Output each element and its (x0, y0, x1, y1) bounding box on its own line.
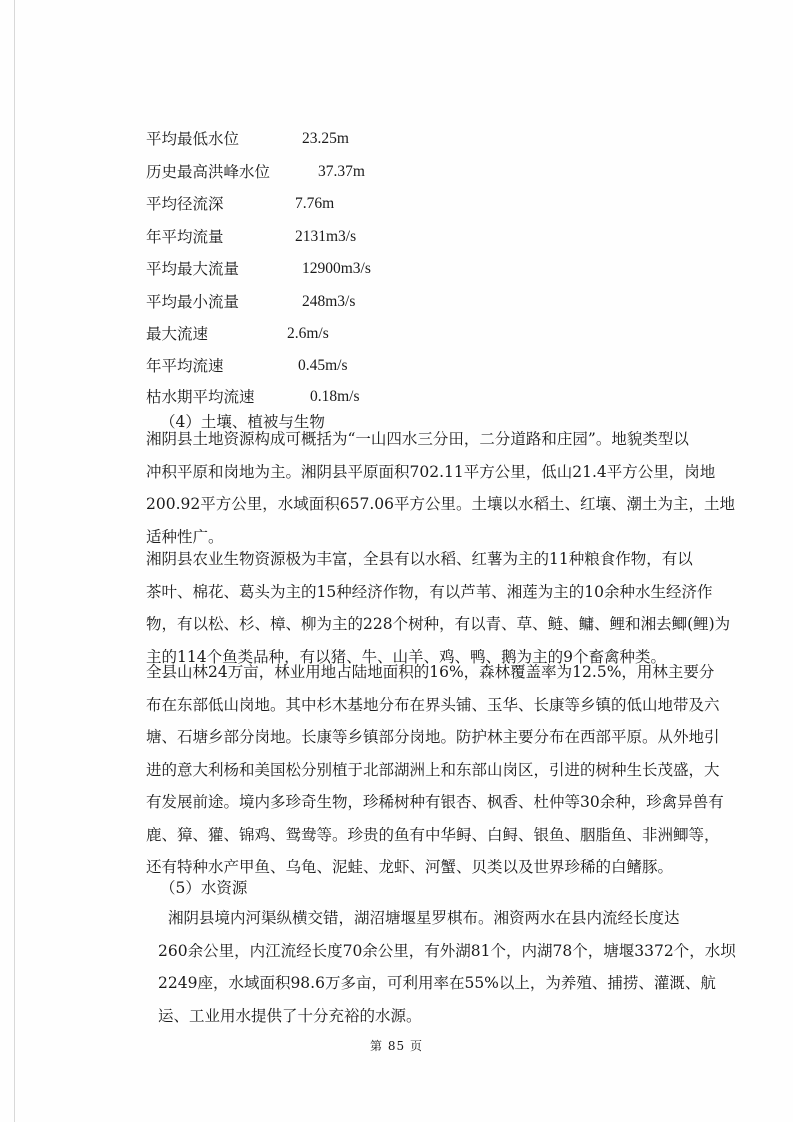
paragraph-line: 进的意大利杨和美国松分别植于北部湖洲上和东部山岗区，引进的树种生长茂盛，大 (146, 760, 720, 779)
paragraph-line: 湘阴县土地资源构成可概括为“一山四水三分田，二分道路和庄园”。地貌类型以 (146, 430, 689, 448)
scan-edge-line (14, 0, 15, 1122)
paragraph-line: 主的114个鱼类品种，有以猪、牛、山羊、鸡、鸭、鹅为主的9个畜禽种类。 (146, 647, 666, 666)
hydrology-label: 平均径流深 (146, 195, 224, 213)
hydrology-row (146, 225, 357, 249)
paragraph-line: 有发展前途。境内多珍奇生物，珍稀树种有银杏、枫香、杜仲等30余种，珍禽异兽有 (146, 793, 724, 811)
hydrology-label: 历史最高洪峰水位 (146, 163, 271, 181)
hydrology-row (146, 257, 371, 281)
page-number: 第 85 页 (370, 1039, 423, 1053)
paragraph-line: 2249座，水域面积98.6万多亩，可利用率在55%以上，为养殖、捕捞、灌溉、航 (158, 974, 716, 992)
hydrology-row (146, 160, 365, 184)
paragraph-line: 还有特种水产甲鱼、乌龟、泥蛙、龙虾、河蟹、贝类以及世界珍稀的白鳍豚。 (146, 858, 674, 876)
paragraph-line: 全县山林24万亩，林业用地占陆地面积的16%，森林覆盖率为12.5%，用林主要分 (146, 663, 715, 681)
paragraph-line: 适种性广。 (146, 527, 224, 546)
paragraph-line: 运、工业用水提供了十分充裕的水源。 (158, 1006, 422, 1025)
paragraph-line: 湘阴县农业生物资源极为丰富，全县有以水稻、红薯为主的11种粮食作物，有以 (146, 550, 693, 568)
paragraph-line: 冲积平原和岗地为主。湘阴县平原面积702.11平方公里，低山21.4平方公里，岗地 (146, 462, 716, 481)
hydrology-label: 枯水期平均流速 (146, 388, 255, 406)
hydrology-value: 7.76m (295, 195, 335, 212)
hydrology-value: 12900m3/s (302, 260, 371, 277)
section-heading: （4）土壤、植被与生物 (160, 413, 325, 431)
hydrology-value: 23.25m (302, 130, 349, 147)
paragraph (146, 423, 735, 553)
hydrology-value: 2131m3/s (295, 228, 357, 245)
hydrology-value: 0.45m/s (298, 357, 348, 374)
hydrology-label: 平均最小流量 (146, 293, 240, 311)
hydrology-row (146, 354, 348, 378)
paragraph-line: 鹿、獐、獾、锦鸡、鸳鸯等。珍贵的鱼有中华鲟、白鲟、银鱼、胭脂鱼、非洲鲫等， (146, 825, 720, 844)
paragraph-line: 茶叶、棉花、葛头为主的15种经济作物，有以芦苇、湘莲为主的10余种水生经济作 (146, 582, 713, 601)
hydrology-label: 平均最低水位 (146, 130, 240, 148)
paragraph-line: 物，有以松、杉、樟、柳为主的228个树种，有以青、草、鲢、鳙、鲤和湘去鲫(鲤)为 (146, 615, 731, 633)
paragraph (146, 656, 724, 884)
hydrology-value: 2.6m/s (287, 325, 329, 342)
hydrology-label: 年平均流量 (146, 228, 224, 246)
hydrology-row (146, 290, 356, 314)
paragraph-line: 塘、石塘乡部分岗地。长康等乡镇部分岗地。防护林主要分布在西部平原。从外地引 (146, 728, 720, 746)
paragraph-line: 260余公里，内江流经长度70余公里，有外湖81个，内湖78个，塘堰3372个，水坝 (158, 941, 736, 960)
hydrology-row (146, 322, 329, 346)
hydrology-label: 平均最大流量 (146, 260, 240, 278)
hydrology-row (146, 385, 360, 409)
paragraph-line: 布在东部低山岗地。其中杉木基地分布在界头铺、玉华、长康等乡镇的低山地带及六 (146, 695, 720, 714)
hydrology-label: 最大流速 (146, 325, 209, 343)
paragraph-line: 200.92平方公里，水域面积657.06平方公里。土壤以水稻土、红壤、潮土为主，土地 (146, 495, 735, 513)
paragraph-line: 湘阴县境内河渠纵横交错，湖沼塘堰星罗棋布。湘资两水在县内流经长度达 (168, 909, 680, 927)
hydrology-row (146, 127, 349, 151)
paragraph (146, 902, 736, 1032)
hydrology-value: 37.37m (318, 163, 365, 180)
hydrology-value: 0.18m/s (310, 388, 360, 405)
section-heading: （5）水资源 (160, 879, 248, 897)
hydrology-row (146, 192, 335, 216)
hydrology-label: 年平均流速 (146, 357, 224, 375)
hydrology-value: 248m3/s (302, 293, 356, 310)
paragraph (146, 543, 731, 673)
